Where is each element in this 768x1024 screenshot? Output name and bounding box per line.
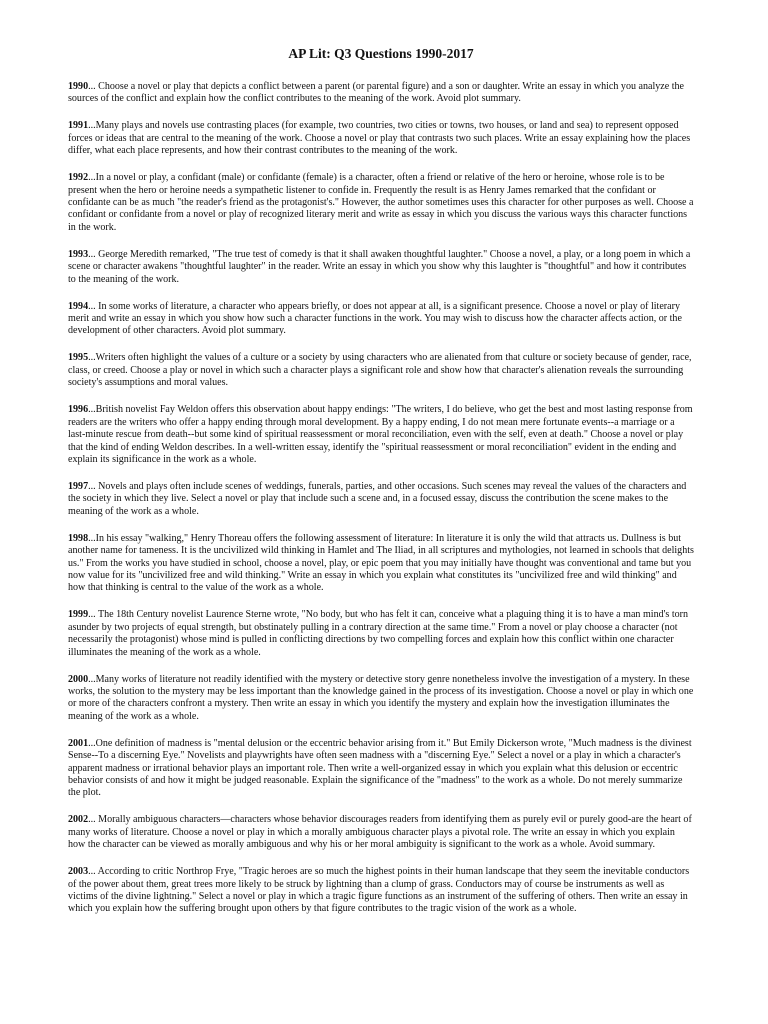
question-year: 1997 [68,480,89,492]
question-year: 1992 [68,172,89,184]
question-text: ... Morally ambiguous characters—characters whose behavior discourages readers from identifying them as purely evil or purely good-are the heart of many works of literature. Choose a novel or play in which a morally ambiguous character plays a pivotal role. The write an essay in which you explain how the character can be viewed as morally ambiguous and why his or her moral ambiguity is significant to the work as a whole. Avoid summary. [68,814,692,851]
question-entry-2001 [68,738,694,800]
question-entry-1991 [68,120,694,157]
question-entry-1992 [68,172,694,234]
document-title: AP Lit: Q3 Questions 1990-2017 [288,46,474,61]
question-entry-1997 [68,481,694,518]
question-year: 1990 [68,81,89,92]
question-list [68,81,694,916]
question-text: ... According to critic Northrop Frye, "Tragic heroes are so much the highest points in their human landscape that they seem the inevitable conductors of the power about them, great trees more likely to be struck by lightning than a clump of grass. Conductors may of course be instruments as well as victims of the divine lightning." Select a novel or play in which a tragic figure functions as an instrument of the suffering of others. Then write an essay in which you explain how the suffering brought upon others by that figure contributes to the tragic vision of the work as a whole. [68,866,690,915]
question-entry-1996 [68,404,694,466]
question-year: 1991 [68,120,89,132]
question-year: 1999 [68,609,89,621]
question-entry-2002 [68,814,694,851]
question-entry-1995 [68,352,694,389]
question-entry-1999 [68,609,694,659]
question-entry-2003 [68,866,694,916]
question-text: ... George Meredith remarked, "The true test of comedy is that it shall awaken thoughtful laughter." Choose a novel, a play, or a long poem in which a scene or character awakens "thoughtful laughter" in the reader. Write an essay in which you show why this laughter is "thoughtful" and how it contributes to the meaning of the work. [68,248,691,285]
question-entry-2000 [68,674,694,724]
question-text: ... Novels and plays often include scenes of weddings, funerals, parties, and other occasions. Such scenes may reveal the values of the characters and the society in which they live. Select a novel or play that include such a scene and, in a focused essay, discuss the contribution the scene makes to the meaning of the work as a whole. [68,480,687,517]
question-year: 2002 [68,814,89,826]
question-year: 1994 [68,300,89,312]
question-text: ...Many works of literature not readily identified with the mystery or detective story genre nonetheless involve the investigation of a mystery. In these works, the solution to the mystery may be less important than the knowledge gained in the process of its investigation. Choose a novel or play in which one or more of the characters confront a mystery. Then write an essay in which you identify the mystery and explain how the investigation illuminates the meaning of the work as a whole. [68,673,694,722]
question-entry-1998 [68,533,694,595]
question-text: ... Choose a novel or play that depicts a conflict between a parent (or parental figure) and a son or daughter. Write an essay in which you analyze the sources of the conflict and explain how the conflict contributes to the meaning of the work. Avoid plot summary. [68,81,684,105]
question-year: 2000 [68,673,89,685]
question-text: ... The 18th Century novelist Laurence Sterne wrote, "No body, but who has felt it can, conceive what a plaguing thing it is to have a man mind's torn asunder by two projects of equal strength, but obstinately pulling in a contrary direction at the same time." From a novel or play choose a character (not necessarily the protagonist) whose mind is pulled in conflicting directions by two compelling forces and explain how this conflict within one character illuminates the meaning of the work as a whole. [68,609,689,658]
question-year: 2001 [68,737,89,749]
question-year: 1993 [68,248,89,260]
question-text: ... In some works of literature, a character who appears briefly, or does not appear at all, is a significant presence. Choose a novel or play of literary merit and write an essay in which you show how such a character functions in the work. You may wish to discuss how the character affects action, or the development of other characters. Avoid plot summary. [68,300,682,337]
question-entry-1993 [68,249,694,286]
question-text: ...Writers often highlight the values of a culture or a society by using characters who are alienated from that culture or society because of gender, race, class, or creed. Choose a play or novel in which such a character plays a significant role and show how that character's alienation reveals the surrounding society's assumptions and moral values. [68,352,692,389]
question-text: ...In a novel or play, a confidant (male) or confidante (female) is a character, often a friend or relative of the hero or heroine, whose role is to be present when the hero or heroine needs a sympathetic listener to confide in. Frequently the result is as Henry James remarked that the confidant or confidante can be as much "the reader's friend as the protagonist's." However, the author sometimes uses this character for other purposes as well. Choose a confidant or confidante from a novel or play of recognized literary merit and write as essay in which you discuss the various ways this character functions in the work. [68,172,694,233]
question-text: ...Many plays and novels use contrasting places (for example, two countries, two cities or towns, two houses, or land and sea) to represent opposed forces or ideas that are central to the meaning of the work. Choose a novel or play that contrasts two such places. Write an essay explaining how the places differ, what each place represents, and how their contrast contributes to the meaning of the work. [68,120,691,157]
question-year: 1998 [68,532,89,544]
question-year: 2003 [68,866,89,878]
question-year: 1995 [68,352,89,364]
question-text: ...British novelist Fay Weldon offers this observation about happy endings: "The writers, I do believe, who get the best and most lasting response from readers are the writers who offer a happy ending through moral development. By a happy ending, I do not mean mere fortunate events--a marriage or a last-minute rescue from death--but some kind of spiritual reassessment or moral reconciliation, even with the self, even at death." Choose a novel or play that the kind of ending Weldon describes. In a well-written essay, identify the "spiritual reassessment or moral reconciliation" evident in the ending and explain its significance in the work as a whole. [68,404,693,465]
question-text: ...One definition of madness is "mental delusion or the eccentric behavior arising from it." But Emily Dickerson wrote, "Much madness is the divinest Sense--To a discerning Eye." Novelists and playwrights have often seen madness with a "discerning Eye." Select a novel or a play in which a character's apparent madness or irrational behavior plays an important role. Then write a well-organized essay in which you explain what this delusion or eccentric behavior consists of and how it might be judged reasonable. Explain the significance of the "madness" to the work as a whole. Do not merely summarize the plot. [68,737,692,799]
question-entry-1990 [68,81,694,106]
question-year: 1996 [68,404,89,416]
question-entry-1994 [68,301,694,338]
question-text: ...In his essay "walking," Henry Thoreau offers the following assessment of literature: In literature it is only the wild that attracts us. Dullness is but another name for tameness. It is the uncivilized wild thinking in Hamlet and The Iliad, in all scriptures and mythologies, not learned in schools that delights us." From the works you have studied in school, choose a novel, play, or epic poem that you may initially have thought was conventional and tame but you now value for its "uncivilized free and wild thinking." Write an essay in which you explain what constitutes its "uncivilized free and wild thinking" and how that thinking is central to the value of the work as a whole. [68,532,694,594]
